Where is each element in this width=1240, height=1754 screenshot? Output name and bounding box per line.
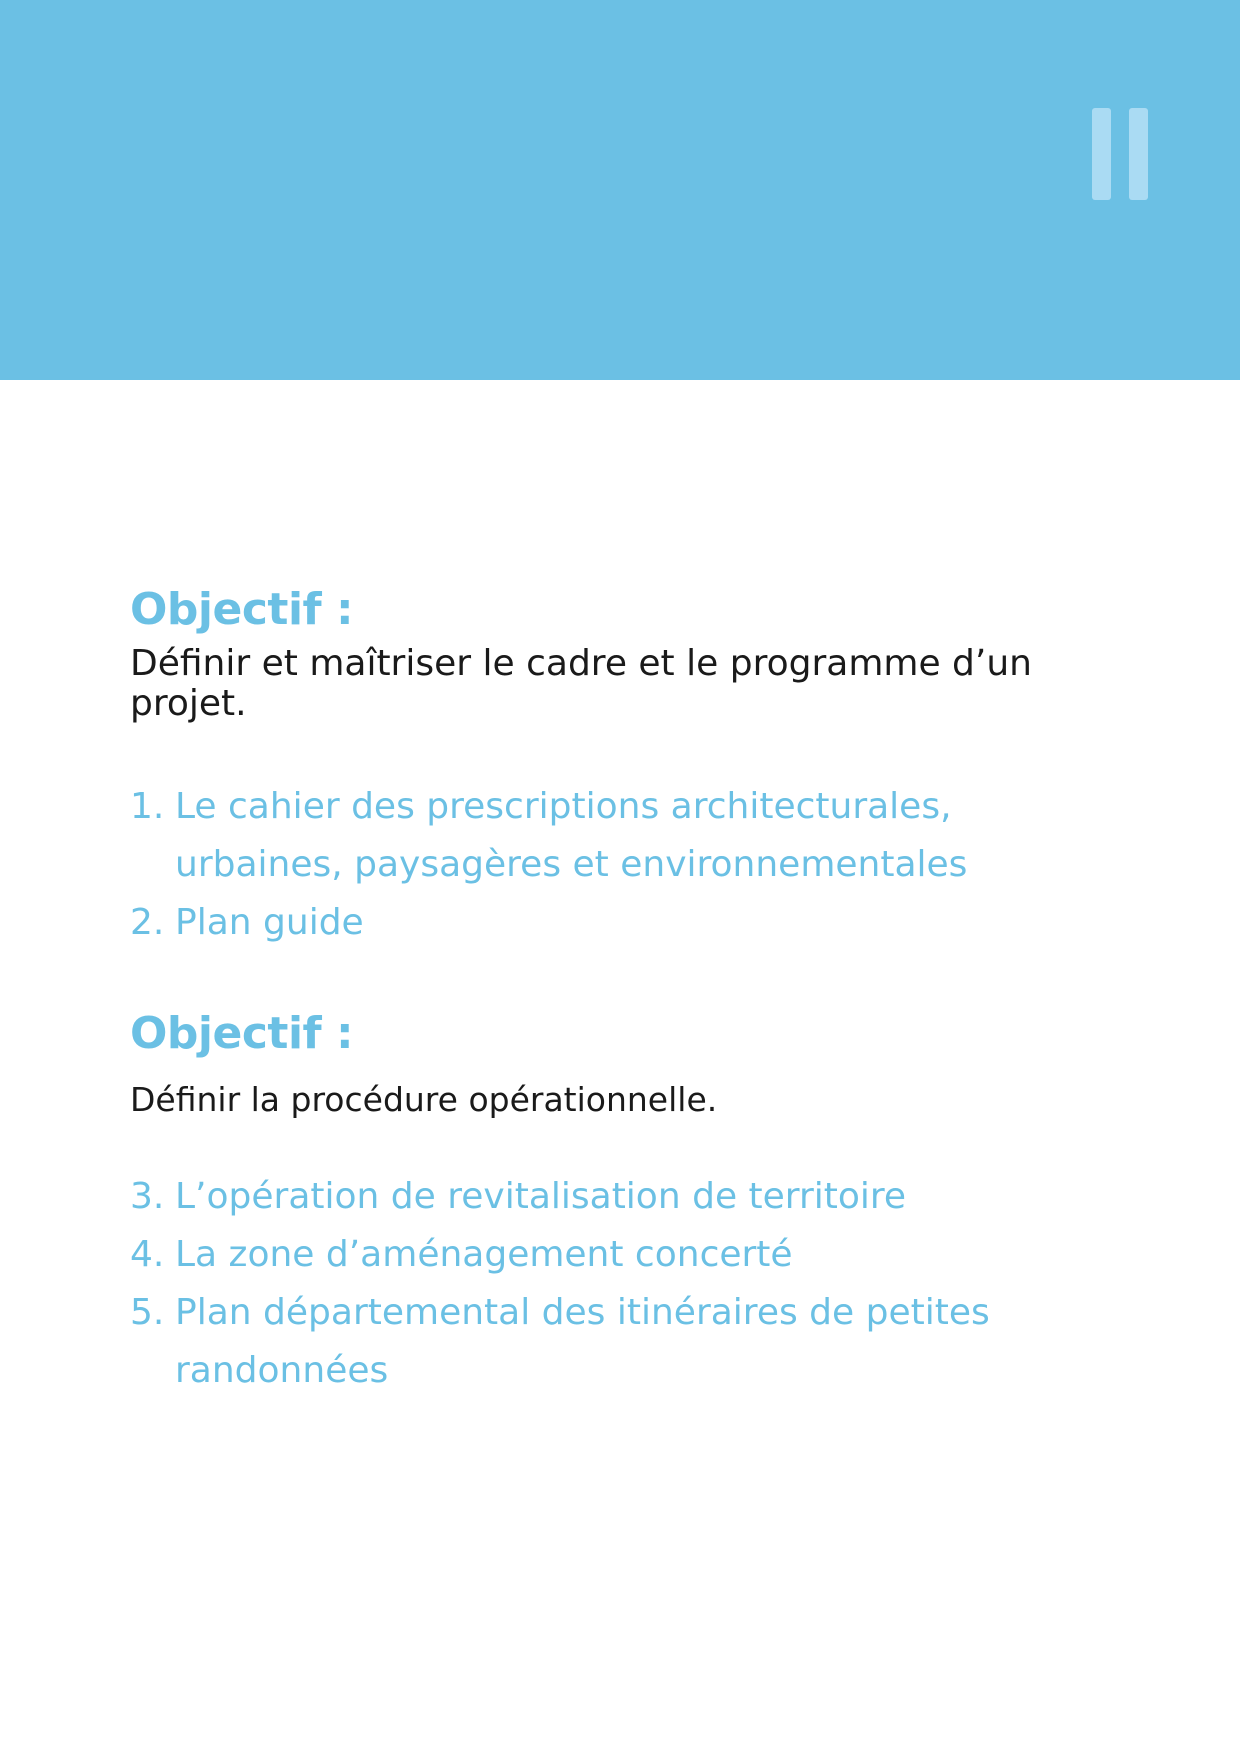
chapter-numeral [1092, 108, 1148, 200]
list-item [130, 1284, 1130, 1400]
item-number: 2. [130, 902, 165, 943]
section-heading: Objectif : [130, 584, 354, 635]
item-number: 5. [130, 1292, 165, 1333]
list-item [130, 894, 1130, 952]
objective-section-2 [130, 1004, 1130, 1400]
item-number: 1. [130, 786, 165, 827]
header-band [0, 0, 1240, 380]
section-heading: Objectif : [130, 1008, 354, 1059]
list-item [130, 1226, 1130, 1284]
section-description: Définir et maîtriser le cadre et le programme d’un projet. [130, 643, 1032, 724]
item-text: L’opération de revitalisation de territoire [175, 1176, 907, 1217]
item-list [130, 778, 1130, 952]
item-list [130, 1168, 1130, 1400]
page-content [130, 580, 1130, 1400]
item-text: Plan guide [175, 902, 364, 943]
chapter-numeral-bar-left [1092, 108, 1111, 200]
item-text: La zone d’aménagement concerté [175, 1234, 793, 1275]
item-text: Le cahier des prescriptions architecturales, urbaines, paysagères et environnementales [175, 786, 968, 885]
item-number: 3. [130, 1176, 165, 1217]
chapter-numeral-bar-right [1129, 108, 1148, 200]
objective-section-1 [130, 580, 1130, 952]
item-text: Plan départemental des itinéraires de petites randonnées [175, 1292, 990, 1391]
item-number: 4. [130, 1234, 165, 1275]
section-description: Définir la procédure opérationnelle. [130, 1080, 718, 1119]
list-item [130, 1168, 1130, 1226]
list-item [130, 778, 1130, 894]
